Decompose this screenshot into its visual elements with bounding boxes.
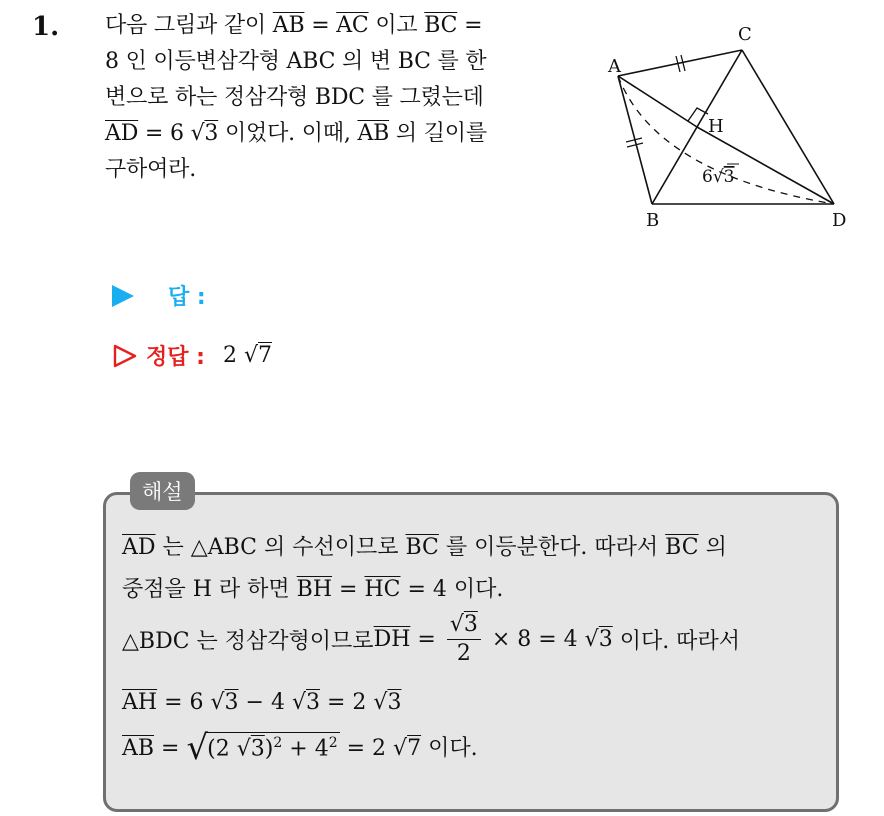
answer-label: 답 : <box>168 285 206 310</box>
explanation-line-1: $\overline{AD}$ 는 △ABC 의 수선이므로 $\overline{BC}$ 를 이등분한다. 따라서 $\overline{BC}$ 의 <box>122 535 727 560</box>
explanation-tab: 해설 <box>130 472 195 510</box>
problem-number: 1. <box>32 12 60 42</box>
vertex-label-c: C <box>738 24 752 45</box>
geometry-figure <box>596 14 866 240</box>
point-label-h: H <box>708 116 724 137</box>
sqrt-three: √3 <box>190 121 219 146</box>
segment-ad: $\overline{AD}$ <box>105 121 139 146</box>
sqrt-seven: √7 <box>243 343 272 368</box>
edge-ac <box>618 50 742 76</box>
tick-mark-ab-2 <box>627 143 643 147</box>
segment-ac: $\overline{AC}$ <box>336 13 369 38</box>
problem-line-2: 8 인 이등변삼각형 ABC 의 변 BC 를 한 <box>105 49 487 74</box>
hollow-play-icon <box>112 343 138 369</box>
problem-statement <box>105 8 585 188</box>
explanation-line-5: $\overline{AB} = √(2$ $√3)^2 + 4^2 = 2$ √7 이다. <box>122 728 478 768</box>
segment-ab-2: $\overline{AB}$ <box>357 121 390 146</box>
vertex-label-b: B <box>646 210 660 231</box>
edge-cd <box>742 50 834 204</box>
correct-answer-value: 2 √7 <box>222 343 272 368</box>
segment-ab: $\overline{AB}$ <box>272 13 305 38</box>
correct-answer-label: 정답 : <box>146 345 205 370</box>
play-icon <box>112 285 134 307</box>
explanation-line-4: $\overline{AH} = 6$ √3 − 4 √3 = 2 √3 <box>122 690 402 715</box>
correct-answer-row <box>112 340 272 371</box>
problem-line-5: 구하여라. <box>105 157 197 182</box>
problem-line-4: $\overline{AD} = 6$ √3 이었다. 이때, $\overline{AB}$ 의 길이를 <box>105 116 585 152</box>
explanation-line-3: △BDC 는 정삼각형이므로 $\overline{DH}$ = $\frac{√3}{2}$ × 8 = 4 √ 3 이다. 따라서 <box>122 612 740 666</box>
fraction-sqrt3-over-2: $\frac{√3}{2}$ <box>447 614 481 665</box>
vertex-label-d: D <box>832 210 847 231</box>
triangle-diagram <box>596 14 866 240</box>
segment-hd <box>697 127 834 204</box>
length-label-ad: 6√3 <box>702 167 735 187</box>
answer-row <box>112 280 206 311</box>
vertex-label-a: A <box>608 56 621 77</box>
problem-line-3: 변으로 하는 정삼각형 BDC 를 그렸는데 <box>105 85 484 110</box>
problem-line-1: 다음 그림과 같이 $\overline{AB} = \overline{AC}$ 이고 $\overline{BC}$ = <box>105 13 483 38</box>
segment-bc: $\overline{BC}$ <box>424 13 458 38</box>
explanation-line-2: 중점을 H 라 하면 $\overline{BH} = \overline{HC} = 4$ 이다. <box>122 577 504 602</box>
big-radical-body: (2 $√3)^2 + 4^2$ <box>205 732 339 761</box>
